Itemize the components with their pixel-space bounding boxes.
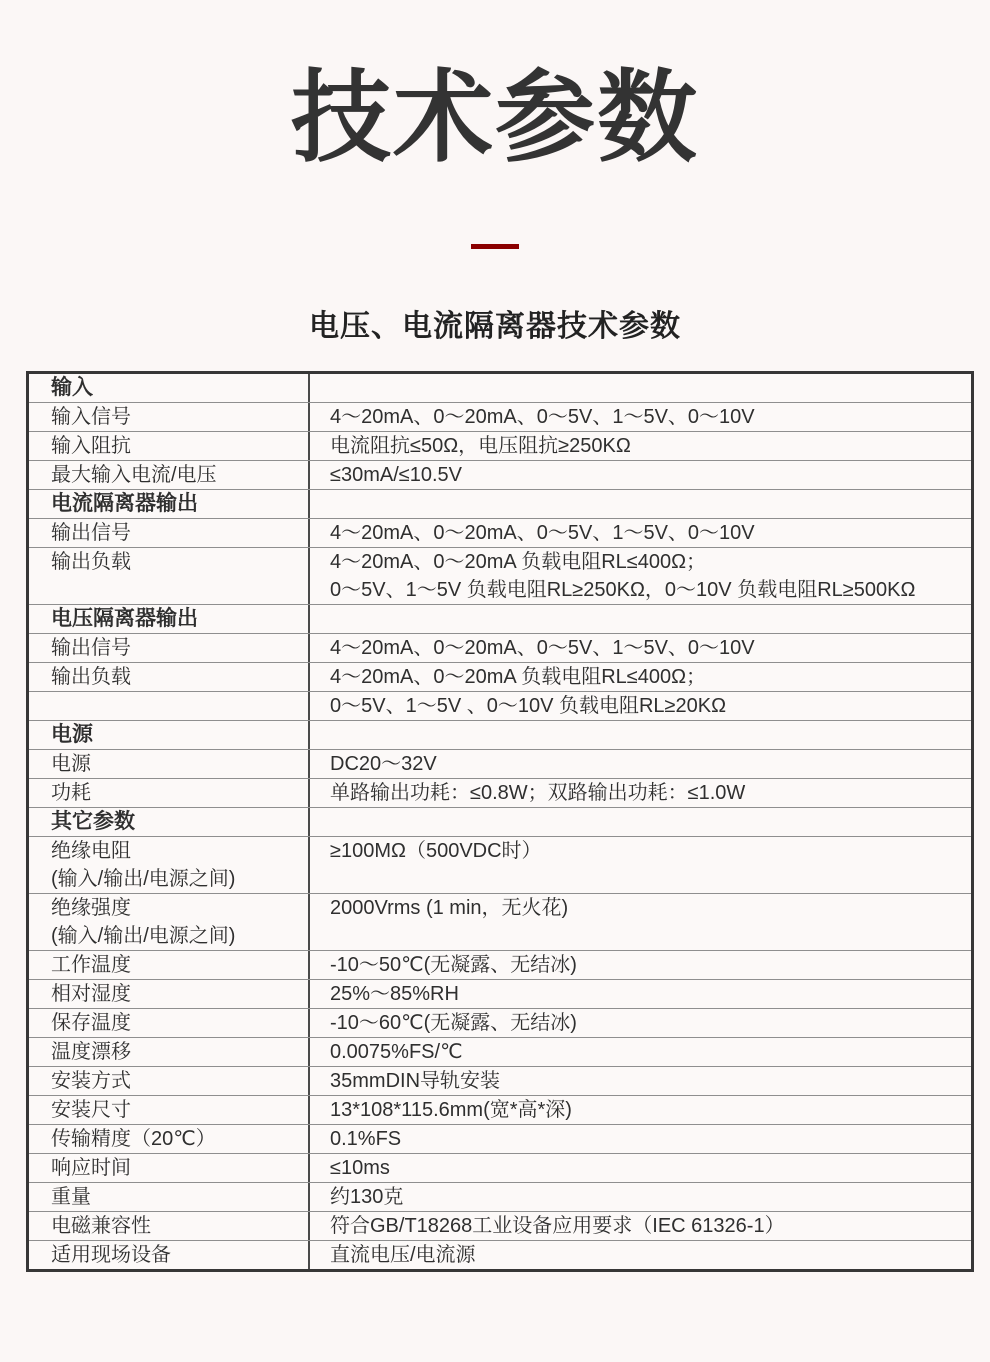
spec-value-cell [310, 490, 971, 518]
spec-value-text: 符合GB/T18268工业设备应用要求（IEC 61326-1） [330, 1215, 785, 1237]
spec-row [29, 980, 971, 1009]
spec-value-cell [310, 1009, 971, 1037]
spec-label-cell [29, 490, 310, 518]
spec-label-cell [29, 808, 310, 836]
spec-value-cell [310, 432, 971, 460]
spec-row [29, 548, 971, 605]
spec-label-cell [29, 1096, 310, 1124]
spec-label-text: (输入/输出/电源之间) [51, 868, 236, 890]
spec-value-cell [310, 721, 971, 749]
spec-value-text: -10～60℃(无凝露、无结冰) [330, 1012, 577, 1034]
spec-label-text: 电磁兼容性 [51, 1215, 151, 1237]
table-subtitle: 电压、电流隔离器技术参数 [309, 310, 681, 343]
spec-value-cell [310, 634, 971, 662]
spec-row [29, 1154, 971, 1183]
spec-value-cell [310, 1241, 971, 1269]
spec-label-text: 适用现场设备 [51, 1244, 171, 1266]
spec-value-cell [310, 663, 971, 691]
spec-value-text: -10～50℃(无凝露、无结冰) [330, 954, 577, 976]
spec-label-cell [29, 403, 310, 431]
spec-value-cell [310, 750, 971, 778]
spec-row [29, 403, 971, 432]
spec-label-cell [29, 750, 310, 778]
spec-value-cell [310, 1038, 971, 1066]
spec-value-text: 2000Vrms (1 min，无火花) [330, 897, 569, 919]
spec-label-cell [29, 519, 310, 547]
spec-value-text: 0.0075%FS/℃ [330, 1041, 463, 1063]
spec-row [29, 894, 971, 951]
spec-label-cell [29, 374, 310, 402]
spec-value-text: 4～20mA、0～20mA、0～5V、1～5V、0～10V [330, 637, 755, 659]
spec-label-text: 重量 [51, 1186, 91, 1208]
spec-label-cell [29, 548, 310, 604]
spec-label-cell [29, 951, 310, 979]
spec-row [29, 1038, 971, 1067]
spec-value-text: 25%～85%RH [330, 983, 459, 1005]
spec-row [29, 692, 971, 721]
spec-value-text: 35mmDIN导轨安装 [330, 1070, 501, 1092]
spec-label-cell [29, 1125, 310, 1153]
spec-value-text: 4～20mA、0～20mA、0～5V、1～5V、0～10V [330, 406, 755, 428]
spec-value-text: 直流电压/电流源 [330, 1244, 476, 1266]
spec-value-text: ≤30mA/≤10.5V [330, 464, 463, 486]
spec-row [29, 1067, 971, 1096]
spec-value-cell [310, 519, 971, 547]
spec-value-cell [310, 1096, 971, 1124]
spec-row [29, 461, 971, 490]
spec-value-cell [310, 1183, 971, 1211]
spec-row [29, 1241, 971, 1269]
spec-label-text: 输出信号 [51, 522, 131, 544]
spec-row [29, 432, 971, 461]
spec-section-row [29, 808, 971, 837]
spec-label-text: 保存温度 [51, 1012, 131, 1034]
spec-label-text: 电源 [51, 723, 93, 746]
spec-row [29, 750, 971, 779]
spec-label-cell [29, 634, 310, 662]
spec-label-text: 输入阻抗 [51, 435, 131, 457]
spec-label-cell [29, 432, 310, 460]
spec-value-cell [310, 779, 971, 807]
spec-value-text: 4～20mA、0～20mA、0～5V、1～5V、0～10V [330, 522, 755, 544]
spec-row [29, 519, 971, 548]
spec-value-text: 4～20mA、0～20mA 负载电阻RL≤400Ω； [330, 666, 707, 688]
spec-label-text: 输出负载 [51, 666, 131, 688]
spec-label-text: 功耗 [51, 782, 91, 804]
spec-label-cell [29, 980, 310, 1008]
title-accent-dash [471, 244, 519, 249]
spec-value-text: ≤10ms [330, 1157, 390, 1179]
page-title: 技术参数 [291, 62, 699, 174]
spec-label-cell [29, 1067, 310, 1095]
spec-row [29, 1212, 971, 1241]
spec-value-cell [310, 808, 971, 836]
spec-row [29, 779, 971, 808]
spec-label-text: 绝缘电阻 [51, 840, 131, 862]
spec-label-text: 输入 [51, 376, 93, 399]
spec-value-cell [310, 605, 971, 633]
spec-label-text: 其它参数 [51, 810, 135, 833]
spec-label-text: 电流隔离器输出 [51, 492, 198, 515]
spec-value-text: 单路输出功耗：≤0.8W；双路输出功耗：≤1.0W [330, 782, 746, 804]
spec-label-text: 相对湿度 [51, 983, 131, 1005]
spec-label-cell [29, 1183, 310, 1211]
spec-row [29, 1183, 971, 1212]
spec-label-text: 输出信号 [51, 637, 131, 659]
spec-label-text: 安装方式 [51, 1070, 131, 1092]
spec-label-cell [29, 1212, 310, 1240]
spec-label-cell [29, 461, 310, 489]
spec-value-cell [310, 548, 971, 604]
spec-label-text: 输入信号 [51, 406, 131, 428]
spec-value-text: ≥100MΩ（500VDC时） [330, 840, 542, 862]
spec-value-text: 4～20mA、0～20mA 负载电阻RL≤400Ω； [330, 551, 707, 573]
spec-label-text: 输出负载 [51, 551, 131, 573]
spec-row [29, 634, 971, 663]
spec-label-cell [29, 1241, 310, 1269]
spec-label-text: 温度漂移 [51, 1041, 131, 1063]
spec-row [29, 1125, 971, 1154]
spec-row [29, 663, 971, 692]
spec-value-cell [310, 1154, 971, 1182]
spec-label-text: 响应时间 [51, 1157, 131, 1179]
spec-label-text: 绝缘强度 [51, 897, 131, 919]
spec-label-cell [29, 1009, 310, 1037]
spec-section-row [29, 374, 971, 403]
spec-row [29, 951, 971, 980]
spec-label-text: 电源 [51, 753, 91, 775]
spec-label-text: 安装尺寸 [51, 1099, 131, 1121]
spec-value-cell [310, 692, 971, 720]
spec-value-cell [310, 980, 971, 1008]
spec-value-text: 0～5V、1～5V 、0～10V 负载电阻RL≥20KΩ [330, 695, 727, 717]
spec-value-text: 0～5V、1～5V 负载电阻RL≥250KΩ，0～10V 负载电阻RL≥500KΩ [330, 579, 916, 601]
spec-value-cell [310, 374, 971, 402]
spec-section-row [29, 490, 971, 519]
spec-value-cell [310, 1125, 971, 1153]
spec-row [29, 1096, 971, 1125]
spec-value-text: 约130克 [330, 1186, 404, 1208]
spec-label-cell [29, 1154, 310, 1182]
spec-section-row [29, 721, 971, 750]
spec-label-text: (输入/输出/电源之间) [51, 925, 236, 947]
spec-value-text: DC20～32V [330, 753, 437, 775]
spec-value-cell [310, 951, 971, 979]
spec-value-cell [310, 403, 971, 431]
spec-label-cell [29, 1038, 310, 1066]
spec-label-cell [29, 894, 310, 950]
spec-value-cell [310, 837, 971, 893]
spec-row [29, 837, 971, 894]
spec-label-text: 传输精度（20℃） [51, 1128, 216, 1150]
spec-value-cell [310, 1067, 971, 1095]
spec-value-cell [310, 894, 971, 950]
spec-label-cell [29, 663, 310, 691]
spec-value-cell [310, 461, 971, 489]
spec-value-text: 0.1%FS [330, 1128, 402, 1150]
spec-label-cell [29, 692, 310, 720]
spec-row [29, 1009, 971, 1038]
spec-label-cell [29, 605, 310, 633]
spec-label-text: 最大输入电流/电压 [51, 464, 217, 486]
spec-value-text: 电流阻抗≤50Ω，电压阻抗≥250KΩ [330, 435, 631, 457]
spec-label-cell [29, 721, 310, 749]
spec-label-cell [29, 779, 310, 807]
spec-value-cell [310, 1212, 971, 1240]
spec-label-text: 工作温度 [51, 954, 131, 976]
spec-table [26, 371, 974, 1272]
spec-label-cell [29, 837, 310, 893]
spec-value-text: 13*108*115.6mm(宽*高*深) [330, 1099, 572, 1121]
spec-label-text: 电压隔离器输出 [51, 607, 198, 630]
spec-section-row [29, 605, 971, 634]
